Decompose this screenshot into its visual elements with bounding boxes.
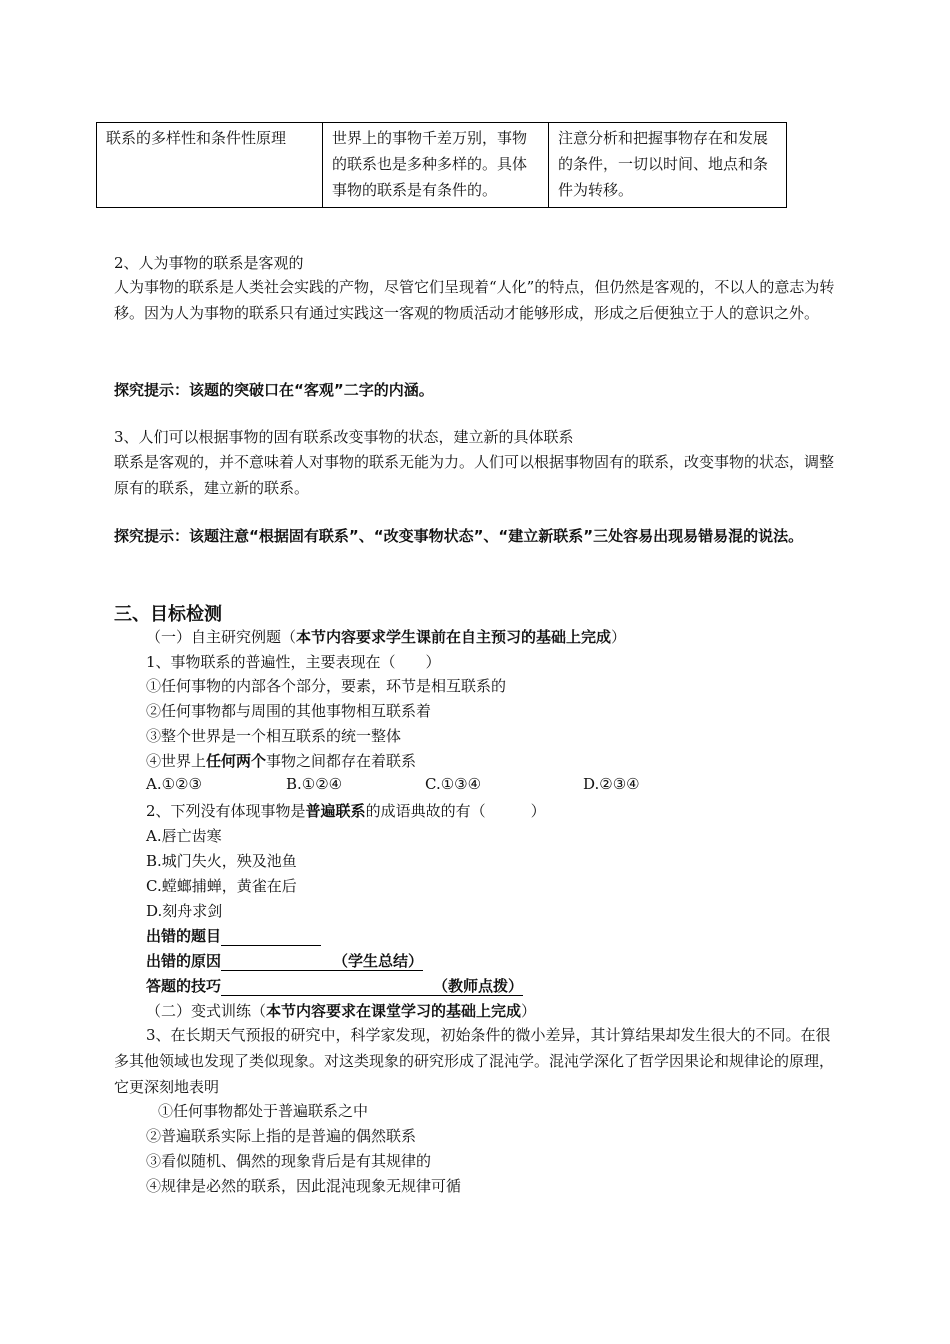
part-2-label (146, 1000, 536, 1021)
part-1-requirement: 本节内容要求学生课前在自主预习的基础上完成 (296, 628, 612, 646)
question-1-item: ③整个世界是一个相互联系的统一整体 (146, 727, 402, 745)
review-wrong-item (146, 925, 321, 946)
question-2-option-b: B.城门失火，殃及池鱼 (146, 852, 297, 870)
question-2-stem (146, 800, 546, 821)
question-2-stem-post: 的成语典故的有（ ） (365, 802, 546, 820)
question-1-option-b: B.①②④ (286, 775, 343, 793)
question-3-stem: 3、在长期天气预报的研究中，科学家发现，初始条件的微小差异，其计算结果却发生很大的不同。在很多其他领域也发现了类似现象。对这类现象的研究形成了混沌学。混沌学深化了哲学因果论和规律论的原理，它更深刻地表明 (114, 1026, 835, 1096)
question-3-item: ④规律是必然的联系，因此混沌现象无规律可循 (146, 1177, 462, 1195)
question-2-stem-pre: 2、下列没有体现事物是 (146, 802, 306, 820)
question-1-stem: 1、事物联系的普遍性，主要表现在（ ） (146, 653, 441, 671)
part-1-prefix: （一）自主研究例题（ (146, 628, 297, 646)
section-2-body: 人为事物的联系是人类社会实践的产物，尽管它们呈现着“人化”的特点，但仍然是客观的，不以人的意志为转移。因为人为事物的联系只有通过实践这一客观的物质活动才能够形成，形成之后便独立于人的意识之外。 (114, 278, 835, 322)
question-2-stem-emphasis: 普遍联系 (305, 802, 366, 820)
question-1-item-4-emphasis: 任何两个 (206, 752, 267, 770)
part-2-close: ） (521, 1002, 537, 1020)
section-3-hint: 探究提示：该题注意“根据固有联系”、“改变事物状态”、“建立新联系”三处容易出现易错易混的说法。 (114, 527, 804, 545)
question-1-option-d: D.②③④ (583, 775, 640, 793)
question-3-item: ①任何事物都处于普遍联系之中 (158, 1102, 369, 1120)
question-1-item: ②任何事物都与周围的其他事物相互联系着 (146, 702, 432, 720)
part-2-prefix: （二）变式训练（ (146, 1002, 267, 1020)
review-teacher-note: （教师点拨） (433, 977, 524, 995)
part-1-label (146, 626, 626, 647)
table-cell-content: 世界上的事物千差万别，事物的联系也是多种多样的。具体事物的联系是有条件的。 (323, 123, 549, 208)
question-1-item-4-post: 事物之间都存在着联系 (266, 752, 417, 770)
principle-table (96, 122, 787, 208)
section-3-body: 联系是客观的，并不意味着人对事物的联系无能为力。人们可以根据事物固有的联系，改变事物的状态，调整原有的联系，建立新的联系。 (114, 453, 835, 497)
review-tips (146, 975, 523, 996)
review-wrong-item-blank (221, 926, 321, 946)
review-tips-label: 答题的技巧 (146, 977, 222, 995)
part-2-requirement: 本节内容要求在课堂学习的基础上完成 (266, 1002, 522, 1020)
question-1-item-4-pre: ④世界上 (146, 752, 207, 770)
question-1-option-c: C.①③④ (425, 775, 482, 793)
question-2-option-c: C.螳螂捕蝉，黄雀在后 (146, 877, 297, 895)
table-row (97, 123, 787, 208)
section-2-hint: 探究提示：该题的突破口在“客观”二字的内涵。 (114, 381, 434, 399)
review-tips-blank (221, 977, 523, 996)
review-wrong-reason-label: 出错的原因 (146, 952, 222, 970)
question-3-item: ③看似随机、偶然的现象背后是有其规律的 (146, 1152, 432, 1170)
review-wrong-reason-blank (221, 952, 423, 971)
question-2-option-a: A.唇亡齿寒 (146, 827, 222, 845)
part-1-close: ） (611, 628, 627, 646)
question-1-item: ①任何事物的内部各个部分，要素，环节是相互联系的 (146, 677, 507, 695)
question-1-option-a: A.①②③ (146, 775, 202, 793)
section-heading: 三、目标检测 (114, 604, 222, 625)
section-3-title: 3、人们可以根据事物的固有联系改变事物的状态，建立新的具体联系 (114, 428, 574, 446)
table-cell-principle: 联系的多样性和条件性原理 (97, 123, 323, 208)
review-student-note: （学生总结） (333, 952, 424, 970)
review-wrong-reason (146, 950, 423, 971)
question-3-item: ②普遍联系实际上指的是普遍的偶然联系 (146, 1127, 417, 1145)
review-wrong-item-label: 出错的题目 (146, 927, 222, 945)
table-cell-method: 注意分析和把握事物存在和发展的条件，一切以时间、地点和条件为转移。 (549, 123, 787, 208)
section-2-title: 2、人为事物的联系是客观的 (114, 254, 304, 272)
question-2-option-d: D.刻舟求剑 (146, 902, 223, 920)
question-1-item (146, 750, 416, 771)
